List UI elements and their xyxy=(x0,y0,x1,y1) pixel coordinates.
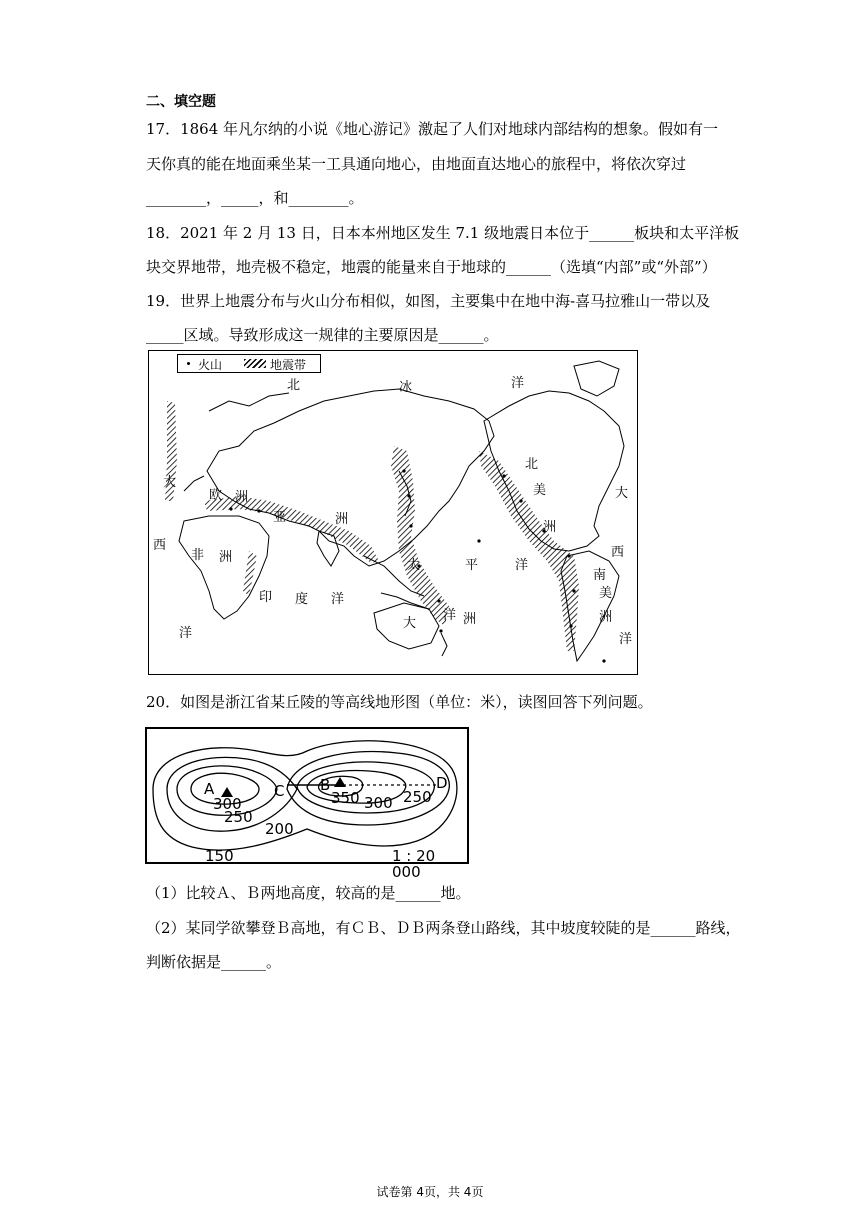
map-label: 欧 xyxy=(209,488,223,503)
map-label: 美 xyxy=(599,586,613,601)
point-c-label: C xyxy=(274,782,285,800)
earthquake-belt-legend-icon xyxy=(244,359,266,368)
volcano-legend-icon xyxy=(187,362,190,365)
map-label: 度 xyxy=(295,592,309,607)
q17-line-1: 17．1864 年凡尔纳的小说《地心游记》激起了人们对地球内部结构的想象。假如有一 xyxy=(146,120,719,138)
map-label: 洋 xyxy=(443,608,457,623)
map-label: 太 xyxy=(407,558,421,573)
legend-quake-label: 地震带 xyxy=(270,358,307,372)
map-label: 美 xyxy=(533,483,547,498)
map-label: 洲 xyxy=(463,612,477,627)
map-label: 亚 xyxy=(273,510,287,525)
map-legend xyxy=(177,354,321,373)
q18-line-2: 块交界地带，地壳极不稳定，地震的能量来自于地球的______（选填“内部”或“外部”） xyxy=(146,258,717,276)
map-label: 冰 xyxy=(399,380,413,395)
map-label: 印 xyxy=(259,590,273,605)
legend-volcano-label: 火山 xyxy=(198,358,223,372)
contour-150: 150 xyxy=(205,847,234,865)
page-footer: 试卷第 4页，共 4页 xyxy=(376,1185,484,1199)
map-label: 平 xyxy=(465,558,479,573)
point-d-label: D xyxy=(436,774,448,792)
contour-250-left: 250 xyxy=(224,808,253,826)
point-a-label: A xyxy=(204,780,215,798)
map-label: 洋 xyxy=(515,558,529,573)
map-label: 洲 xyxy=(543,520,557,535)
q17-line-2: 天你真的能在地面乘坐某一工具通向地心，由地面直达地心的旅程中，将依次穿过 xyxy=(146,155,687,173)
q20-sub-2b: 判断依据是______。 xyxy=(146,953,282,971)
contour-200: 200 xyxy=(265,820,294,838)
q18-line-1: 18．2021 年 2 月 13 日，日本本州地区发生 7.1 级地震日本位于______板块和太平洋板 xyxy=(146,224,740,242)
map-label: 洲 xyxy=(599,610,613,625)
map-label: 大 xyxy=(163,475,177,490)
world-map-drawing xyxy=(149,351,639,676)
q19-line-2: _____区域。导致形成这一规律的主要原因是______。 xyxy=(146,326,499,344)
q20-sub-2a: （2）某同学欲攀登Ｂ高地，有ＣＢ、ＤＢ两条登山路线，其中坡度较陡的是______路线， xyxy=(146,919,741,937)
map-label: 西 xyxy=(153,538,167,553)
map-label: 洋 xyxy=(619,632,633,647)
map-label: 大 xyxy=(403,616,417,631)
scale-label: 1 : 20 000 xyxy=(392,847,436,881)
contour-350: 350 xyxy=(331,789,360,807)
map-label: 西 xyxy=(611,545,625,560)
map-label: 洲 xyxy=(235,490,249,505)
world-earthquake-volcano-map xyxy=(148,350,638,675)
q19-line-1: 19．世界上地震分布与火山分布相似，如图，主要集中在地中海-喜马拉雅山一带以及 xyxy=(146,292,711,310)
q20-sub-1: （1）比较Ａ、Ｂ两地高度，较高的是______地。 xyxy=(146,884,471,902)
map-label: 洋 xyxy=(511,376,525,391)
map-label: 洲 xyxy=(219,550,233,565)
map-label: 北 xyxy=(525,457,539,472)
map-label: 南 xyxy=(593,568,607,583)
q20-line-1: 20．如图是浙江省某丘陵的等高线地形图（单位：米），读图回答下列问题。 xyxy=(146,693,653,711)
contour-250-right: 250 xyxy=(403,788,432,806)
map-label: 洲 xyxy=(335,512,349,527)
map-label: 非 xyxy=(191,548,205,563)
contour-300-left: 300 xyxy=(213,795,242,813)
map-label: 洋 xyxy=(179,626,193,641)
map-label: 大 xyxy=(615,486,629,501)
contour-map xyxy=(145,727,469,881)
contour-300-right: 300 xyxy=(364,794,393,812)
map-label: 洋 xyxy=(331,592,345,607)
map-label: 北 xyxy=(287,378,301,393)
section-title: 二、填空题 xyxy=(146,94,216,110)
q17-line-3: ________，_____，和________。 xyxy=(146,189,364,207)
point-b-label: B xyxy=(320,776,331,794)
